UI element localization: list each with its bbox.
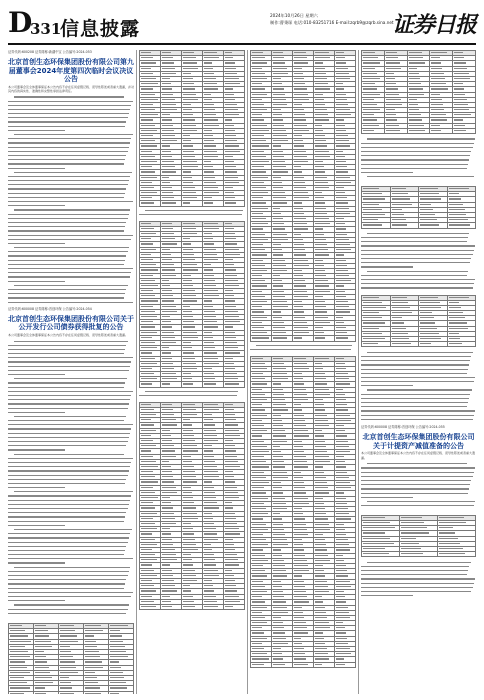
text-line xyxy=(8,590,134,594)
page-number: 331 xyxy=(30,20,62,38)
table-cell xyxy=(203,604,224,609)
table-cell xyxy=(362,342,391,347)
article-3 xyxy=(361,425,476,600)
financial-table xyxy=(139,402,245,611)
table-note xyxy=(139,209,245,219)
table-cell xyxy=(407,128,430,133)
table-cell xyxy=(34,691,59,694)
table-cell xyxy=(161,201,182,206)
table-cell xyxy=(224,201,245,206)
article-code: 证券代码:600208 证券简称:新湖中宝 公告编号:2024-053 xyxy=(8,50,92,54)
table-cell xyxy=(109,691,134,694)
text-line xyxy=(250,348,356,352)
text-line xyxy=(361,175,476,179)
text-line xyxy=(361,273,476,277)
article-code: 证券代码:600008 证券简称:首创环保 公告编号:2024-054 xyxy=(8,306,92,311)
article-title: 北京首创生态环保集团股份有限公司关于计提资产减值准备的公告 xyxy=(362,433,475,450)
table-cell xyxy=(335,336,356,341)
text-block xyxy=(361,350,476,422)
table-row xyxy=(362,552,476,557)
table-block xyxy=(139,221,245,388)
section-name: 信息披露 xyxy=(60,18,141,40)
text-line xyxy=(139,213,245,217)
table-cell xyxy=(400,552,438,557)
table-cell xyxy=(335,662,356,667)
financial-table xyxy=(139,50,245,207)
table-cell xyxy=(182,382,203,387)
column-4 xyxy=(361,50,476,694)
table-cell xyxy=(203,201,224,206)
column-2 xyxy=(139,50,245,694)
table-cell xyxy=(430,128,453,133)
financial-table xyxy=(361,515,476,558)
text-line xyxy=(8,569,134,573)
text-line xyxy=(361,474,476,478)
contact-line: 制作:曹秉琛 电话:010-83251716 E-mail:zqrb9@zqrb.sina.net xyxy=(270,20,394,25)
text-line xyxy=(8,502,134,506)
masthead xyxy=(8,8,476,42)
text-line xyxy=(361,396,476,400)
table-cell xyxy=(251,336,272,341)
column-divider xyxy=(358,50,359,694)
table-cell xyxy=(224,382,245,387)
table-cell xyxy=(384,128,407,133)
column-1 xyxy=(8,50,134,694)
table-cell xyxy=(362,223,391,228)
table-cell xyxy=(140,201,161,206)
table-cell xyxy=(161,382,182,387)
table-cell xyxy=(272,336,293,341)
table-block xyxy=(361,295,476,348)
text-line xyxy=(361,145,476,149)
date-line: 2024年10月26日 星期六 xyxy=(270,13,318,18)
text-line xyxy=(8,611,134,615)
table-cell xyxy=(438,552,476,557)
financial-table xyxy=(250,356,356,668)
table-cell xyxy=(419,342,448,347)
article-body xyxy=(8,95,134,307)
financial-table xyxy=(250,50,356,342)
table-cell xyxy=(182,201,203,206)
table-cell xyxy=(224,604,245,609)
page-letter: D xyxy=(8,6,33,39)
text-line xyxy=(8,216,134,220)
text-line xyxy=(361,594,476,598)
article-notice: 本公司董事会及全体董事保证本公告内容不存在任何虚假记载、误导性陈述或者重大遗漏。 xyxy=(361,451,476,460)
text-block xyxy=(361,232,476,292)
table-cell xyxy=(84,691,109,694)
text-line xyxy=(361,286,476,290)
table-row xyxy=(140,382,245,387)
text-line xyxy=(8,368,134,372)
text-line xyxy=(8,195,134,199)
table-block xyxy=(250,50,356,342)
table-cell xyxy=(314,662,335,667)
table-row xyxy=(9,691,134,694)
table-cell xyxy=(390,342,419,347)
text-line xyxy=(8,149,134,153)
table-block xyxy=(250,356,356,668)
table-cell xyxy=(362,128,385,133)
financial-table xyxy=(8,623,134,694)
table-cell xyxy=(293,662,314,667)
text-block xyxy=(361,137,476,183)
table-cell xyxy=(390,223,419,228)
table-note xyxy=(139,390,245,400)
table-cell xyxy=(203,382,224,387)
text-line xyxy=(361,350,476,354)
table-cell xyxy=(182,604,203,609)
table-row xyxy=(362,128,476,133)
text-line xyxy=(361,504,476,508)
article-title: 北京首创生态环保集团股份有限公司关于公开发行公司债券获得批复的公告 xyxy=(8,314,134,332)
table-note xyxy=(250,344,356,354)
table-cell xyxy=(59,691,84,694)
financial-table xyxy=(361,295,476,348)
text-line xyxy=(8,283,134,287)
article-notice: 本公司董事会及全体董事保证本公告内容不存在任何虚假记载、误导性陈述或者重大遗漏。 xyxy=(8,332,129,337)
table-cell xyxy=(453,128,476,133)
table-cell xyxy=(362,552,400,557)
paper-logo: 证券日报 xyxy=(391,12,476,38)
table-cell xyxy=(272,662,293,667)
text-line xyxy=(361,252,476,256)
text-line xyxy=(8,300,134,304)
table-cell xyxy=(447,342,476,347)
table-cell xyxy=(314,336,335,341)
financial-table xyxy=(139,221,245,388)
table-row xyxy=(140,201,245,206)
table-cell xyxy=(140,604,161,609)
table-cell xyxy=(9,691,34,694)
table-cell xyxy=(419,223,448,228)
article-body xyxy=(361,462,476,512)
article-code: 证券代码:600008 证券简称:首创环保 公告编号:2024-055 xyxy=(361,425,445,430)
table-row xyxy=(251,662,356,667)
article-2 xyxy=(8,307,134,619)
text-line xyxy=(361,585,476,589)
table-row xyxy=(251,336,356,341)
table-block xyxy=(361,515,476,558)
financial-table xyxy=(361,186,476,229)
table-cell xyxy=(140,382,161,387)
article-title: 北京首创生态环保集团股份有限公司第九届董事会2024年度第四次临时会议决议公告 xyxy=(8,58,134,83)
column-divider xyxy=(136,50,137,694)
article-body xyxy=(361,560,476,600)
table-row xyxy=(362,223,476,228)
text-line xyxy=(8,262,134,266)
text-line xyxy=(8,435,134,439)
table-row xyxy=(140,604,245,609)
table-cell xyxy=(161,604,182,609)
text-line xyxy=(8,389,134,393)
table-row xyxy=(362,342,476,347)
financial-table xyxy=(361,50,476,134)
table-block xyxy=(361,50,476,134)
header-rule xyxy=(8,43,476,45)
table-cell xyxy=(447,223,476,228)
table-block xyxy=(361,186,476,229)
table-block xyxy=(139,50,245,207)
table-block xyxy=(139,402,245,611)
article-1 xyxy=(8,50,134,307)
text-line xyxy=(361,417,476,421)
text-line xyxy=(8,456,134,460)
table-cell xyxy=(293,336,314,341)
column-divider xyxy=(247,50,248,694)
article-body xyxy=(8,339,134,619)
table-cell xyxy=(251,662,272,667)
column-3 xyxy=(250,50,356,694)
text-line xyxy=(361,166,476,170)
table-block xyxy=(8,623,134,694)
text-line xyxy=(139,394,245,398)
article-notice: 本公司董事会及全体董事保证本公告内容不存在任何虚假记载、误导性陈述或者重大遗漏，并对其内容的真实性、准确性和完整性承担法律责任。 xyxy=(8,84,134,93)
text-line xyxy=(361,371,476,375)
